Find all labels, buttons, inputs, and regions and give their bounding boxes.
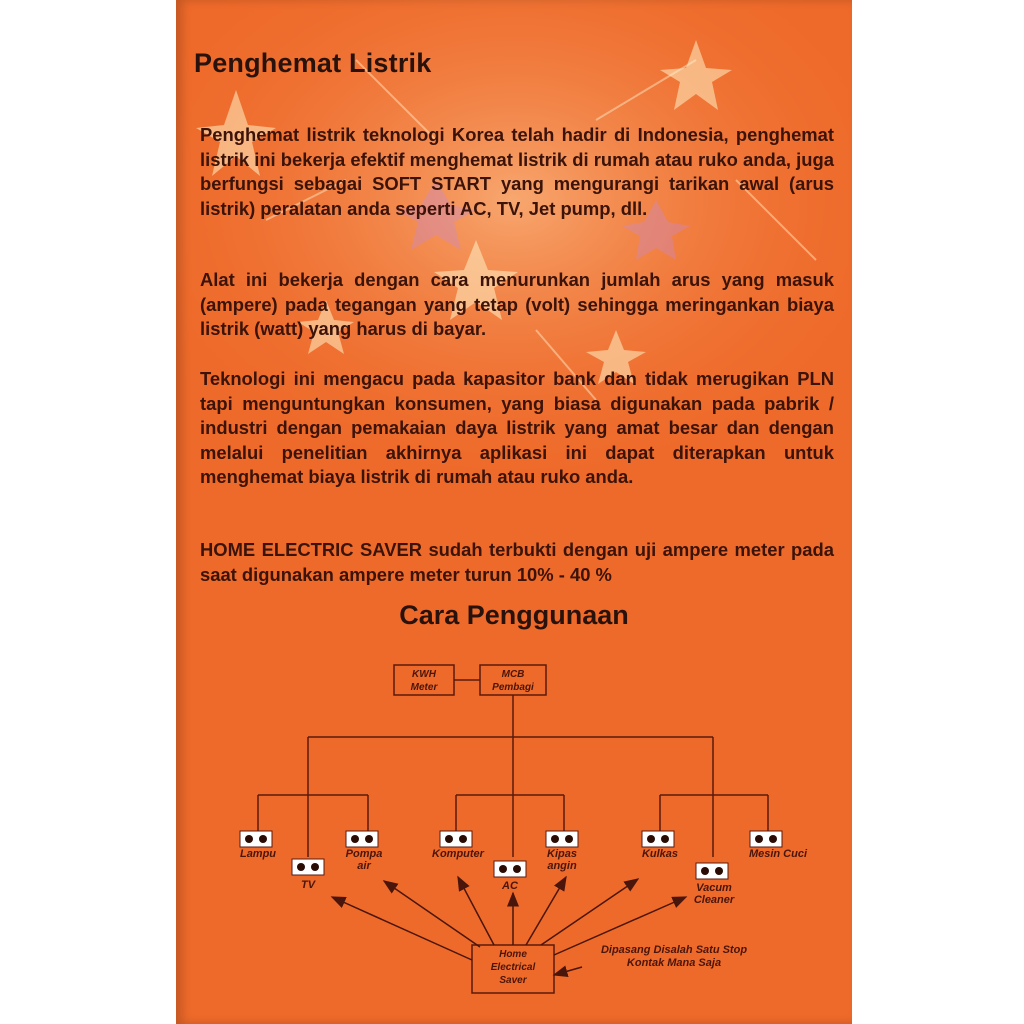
paragraph-how-it-works: Alat ini bekerja dengan cara menurunkan jumlah arus yang masuk (ampere) pada tegangan yang tetap (volt) sehingga meringankan biaya listrik (watt) yang harus di bayar. <box>200 269 834 340</box>
outlet-tv <box>292 859 324 875</box>
saver-label-3: Saver <box>499 975 527 986</box>
label-pompa-1: Pompa <box>345 848 383 860</box>
label-kulkas: Kulkas <box>641 848 679 860</box>
label-vacum-2: Cleaner <box>693 894 735 906</box>
paragraph-intro: Penghemat listrik teknologi Korea telah hadir di Indonesia, penghemat listrik ini bekerja efektif menghemat listrik di rumah atau ruko anda, juga berfungsi sebagai SOFT START yang mengurangi tarikan awal (arus listrik) peralatan anda seperti AC, TV, Jet pump, dll. <box>200 124 834 219</box>
label-komputer: Komputer <box>432 848 484 860</box>
usage-title: Cara Penggunaan <box>399 600 629 630</box>
label-ac: AC <box>502 880 518 892</box>
mcb-label-2: Pembagi <box>492 682 534 693</box>
outlet-ac <box>494 861 526 877</box>
mcb-label-1: MCB <box>501 669 525 680</box>
wiring-diagram <box>176 655 852 995</box>
label-pompa-2: air <box>357 860 371 872</box>
outlet-kulkas <box>642 831 674 847</box>
label-tv: TV <box>300 879 316 891</box>
label-lampu: Lampu <box>239 848 277 860</box>
label-mesin-cuci: Mesin Cuci <box>748 848 808 860</box>
outlet-mesin-cuci <box>750 831 782 847</box>
label-kipas-1: Kipas <box>547 848 577 860</box>
saver-label-1: Home <box>499 949 527 960</box>
paragraph-test-result: HOME ELECTRIC SAVER sudah terbukti dengan uji ampere meter pada saat digunakan ampere meter turun 10% - 40 % <box>200 539 834 585</box>
outlet-vacum-cleaner <box>696 863 728 879</box>
product-heading: Penghemat Listrik <box>194 48 432 78</box>
background-right <box>852 0 1024 1024</box>
note-label-2: Kontak Mana Saja <box>626 957 722 969</box>
background-left <box>0 0 176 1024</box>
kwh-label-2: Meter <box>410 682 438 693</box>
saver-label-2: Electrical <box>490 962 536 973</box>
label-kipas-2: angin <box>547 860 577 872</box>
outlet-lampu <box>240 831 272 847</box>
note-label-1: Dipasang Disalah Satu Stop <box>600 944 748 956</box>
kwh-label-1: KWH <box>412 669 436 680</box>
outlet-komputer <box>440 831 472 847</box>
paragraph-technology: Teknologi ini mengacu pada kapasitor bank dan tidak merugikan PLN tapi menguntungkan konsumen, yang biasa digunakan pada pabrik / industri dengan pemakaian daya listrik yang amat besar dan dengan melalui penelitian akhirnya aplikasi ini dapat diterapkan untuk menghemat biaya listrik di rumah atau ruko anda. <box>200 368 834 488</box>
outlet-pompa-air <box>346 831 378 847</box>
label-vacum-1: Vacum <box>696 882 732 894</box>
outlet-kipas-angin <box>546 831 578 847</box>
